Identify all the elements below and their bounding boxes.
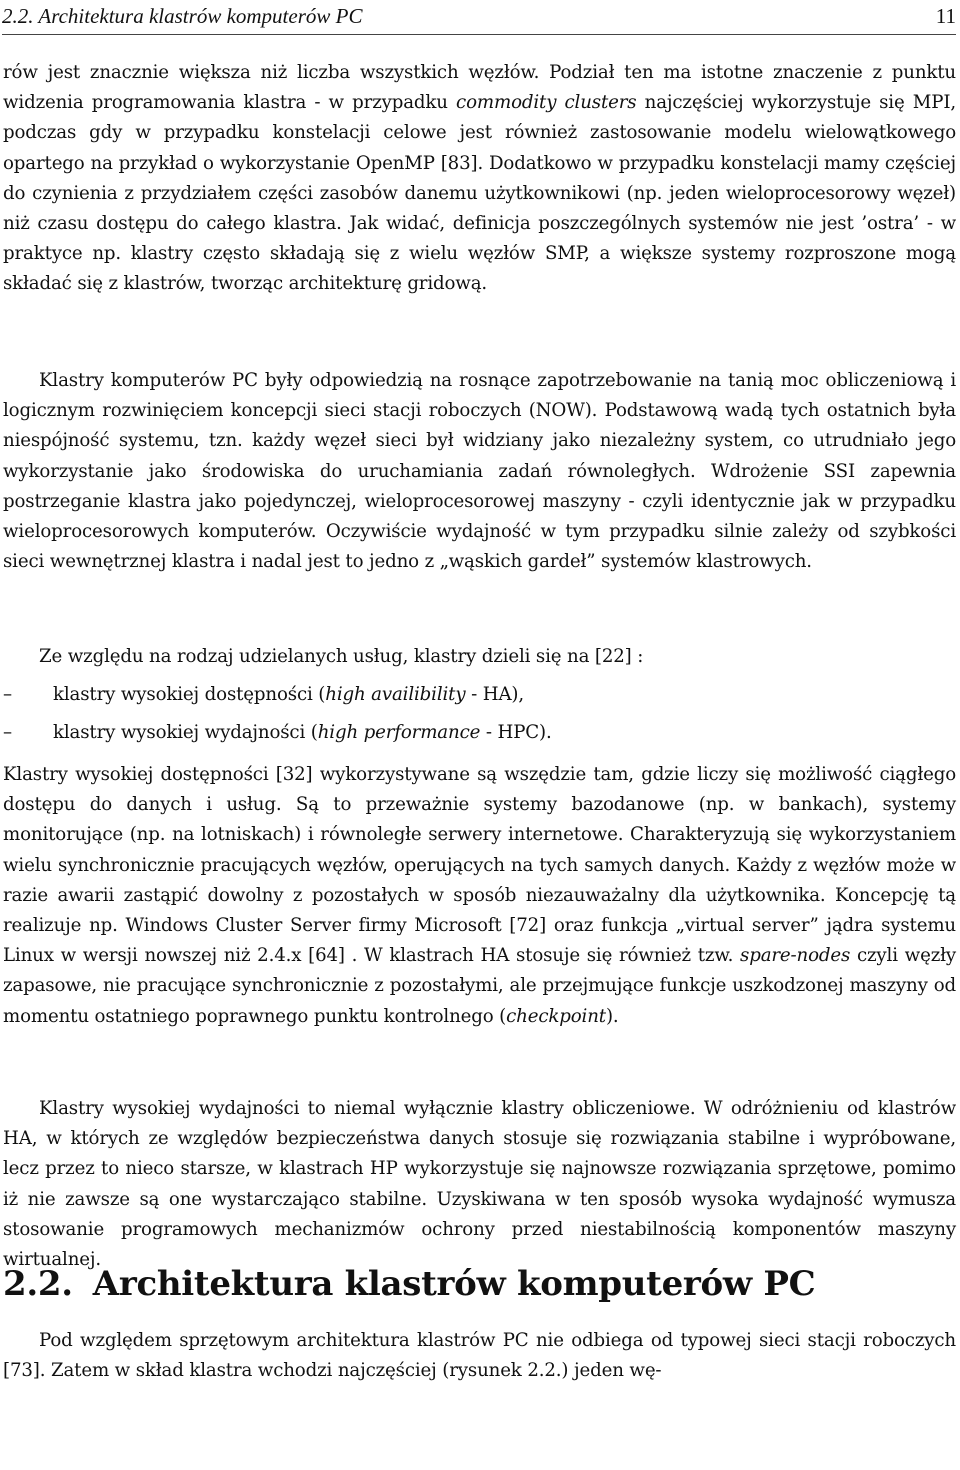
paragraph-6-text: Pod względem sprzętowym architektura klastrów PC nie odbiega od typowej sieci stacji roboczych [73]. Zatem w skład klastra wchodzi najczęściej (rysunek 2.2.) jeden wę- [3, 1330, 956, 1382]
paragraph-4-text-b: czyli węzły zapasowe, nie pracujące synchronicznie z pozostałymi, ale przejmujące funkcje uszkodzonej maszyny od momentu ostatniego poprawnego punktu kontrolnego ( [3, 945, 956, 1027]
paragraph-2-text: Klastry komputerów PC były odpowiedzią na rosnące zapotrzebowanie na tanią moc obliczeniową i logicznym rozwinięciem koncepcji sieci stacji roboczych (NOW). Podstawową wadą tych ostatnich była niespójność systemu, tzn. każdy węzeł sieci był widziany jako niezależny system, co utrudniało jego wykorzystanie jako środowiska do uruchamiania zadań równoległych. Wdrożenie SSI zapewnia postrzeganie klastra jako pojedynczej, wieloprocesorowej maszyny - czyli identycznie jak w przypadku wieloprocesorowych komputerów. Oczywiście wydajność w tym przypadku silnie zależy od szybkości sieci wewnętrznej klastra i nadal jest to jedno z „wąskich gardeł” systemów klastrowych. [3, 370, 956, 573]
paragraph-3-text: Ze względu na rodzaj udzielanych usług, klastry dzieli się na [22] : [39, 646, 644, 667]
list-item-italic: high performance [317, 722, 481, 743]
paragraph-1-italic: commodity clusters [456, 92, 637, 114]
list-dash: – [3, 684, 12, 705]
paragraph-4-text-c: ). [605, 1005, 619, 1027]
paragraph-3 [3, 642, 956, 672]
list-item-text-b: - HPC). [480, 722, 552, 743]
list-item-text-a: klastry wysokiej dostępności ( [53, 684, 326, 705]
list-item-text-b: - HA), [465, 684, 524, 705]
list-item [3, 680, 956, 710]
section-title: Architektura klastrów komputerów PC [92, 1264, 816, 1304]
paragraph-4-italic-a: spare-nodes [740, 945, 851, 967]
paragraph-1-text-b: najczęściej wykorzystuje się MPI, podczas gdy w przypadku konstelacji celowe jest również zastosowanie modelu wielowątkowego opartego na przykład o wykorzystanie OpenMP [83]. Dodatkowo w przypadku konstelacji mamy częściej do czynienia z przydziałem części zasobów danemu użytkownikowi (np. jeden wieloprocesorowy węzeł) niż czasu dostępu do całego klastra. Jak widać, definicja poszczególnych systemów nie jest ’ostra’ - w praktyce np. klastry często składają się z wielu węzłów SMP, a większe systemy rozproszone mogą składać się z klastrów, tworząc architekturę gridową. [3, 92, 956, 295]
paragraph-4-italic-b: checkpoint [506, 1005, 606, 1027]
header-rule [2, 34, 956, 35]
paragraph-5 [3, 1094, 956, 1275]
section-number: 2.2. [3, 1264, 73, 1304]
running-head-title: 2.2. Architektura klastrów komputerów PC [2, 4, 363, 28]
running-head [2, 2, 956, 30]
list-dash: – [3, 722, 12, 743]
section-heading [3, 1262, 815, 1306]
paragraph-1-text-a: rów jest znacznie większa niż liczba wszystkich węzłów. Podział ten ma istotne znaczenie z punktu widzenia programowania klastra - w przypadku [3, 62, 956, 114]
list-item-text-a: klastry wysokiej wydajności ( [53, 722, 318, 743]
page-number: 11 [935, 4, 956, 28]
paragraph-4 [3, 760, 956, 1032]
paragraph-6 [3, 1326, 956, 1386]
paragraph-4-text-a: Klastry wysokiej dostępności [32] wykorzystywane są wszędzie tam, gdzie liczy się możliwość ciągłego dostępu do danych i usług. Są to przeważnie systemy bazodanowe (np. w bankach), systemy monitorujące (np. na lotniskach) i równoległe serwery internetowe. Charakteryzują się wykorzystaniem wielu synchronicznie pracujących węzłów, operujących na tych samych danych. Każdy z węzłów może w razie awarii zastąpić dowolny z pozostałych w sposób niezauważalny dla użytkownika. Koncepcję tą realizuje np. Windows Cluster Server firmy Microsoft [72] oraz funkcja „virtual server” jądra systemu Linux w wersji nowszej niż 2.4.x [64] . W klastrach HA stosuje się również tzw. [3, 764, 956, 967]
list-item-italic: high availibility [325, 684, 466, 705]
paragraph-1 [3, 58, 956, 300]
list-item [3, 718, 956, 748]
paragraph-5-text: Klastry wysokiej wydajności to niemal wyłącznie klastry obliczeniowe. W odróżnieniu od klastrów HA, w których ze względów bezpieczeństwa danych stosuje się rozwiązania stabilne i wypróbowane, lecz przez to nieco starsze, w klastrach HP wykorzystuje się najnowsze rozwiązania sprzętowe, pomimo iż nie zawsze są one wystarczająco stabilne. Uzyskiwana w ten sposób wysoka wydajność wymusza stosowanie programowych mechanizmów ochrony przed niestabilnością komponentów maszyny wirtualnej. [3, 1098, 956, 1271]
paragraph-2 [3, 366, 956, 577]
